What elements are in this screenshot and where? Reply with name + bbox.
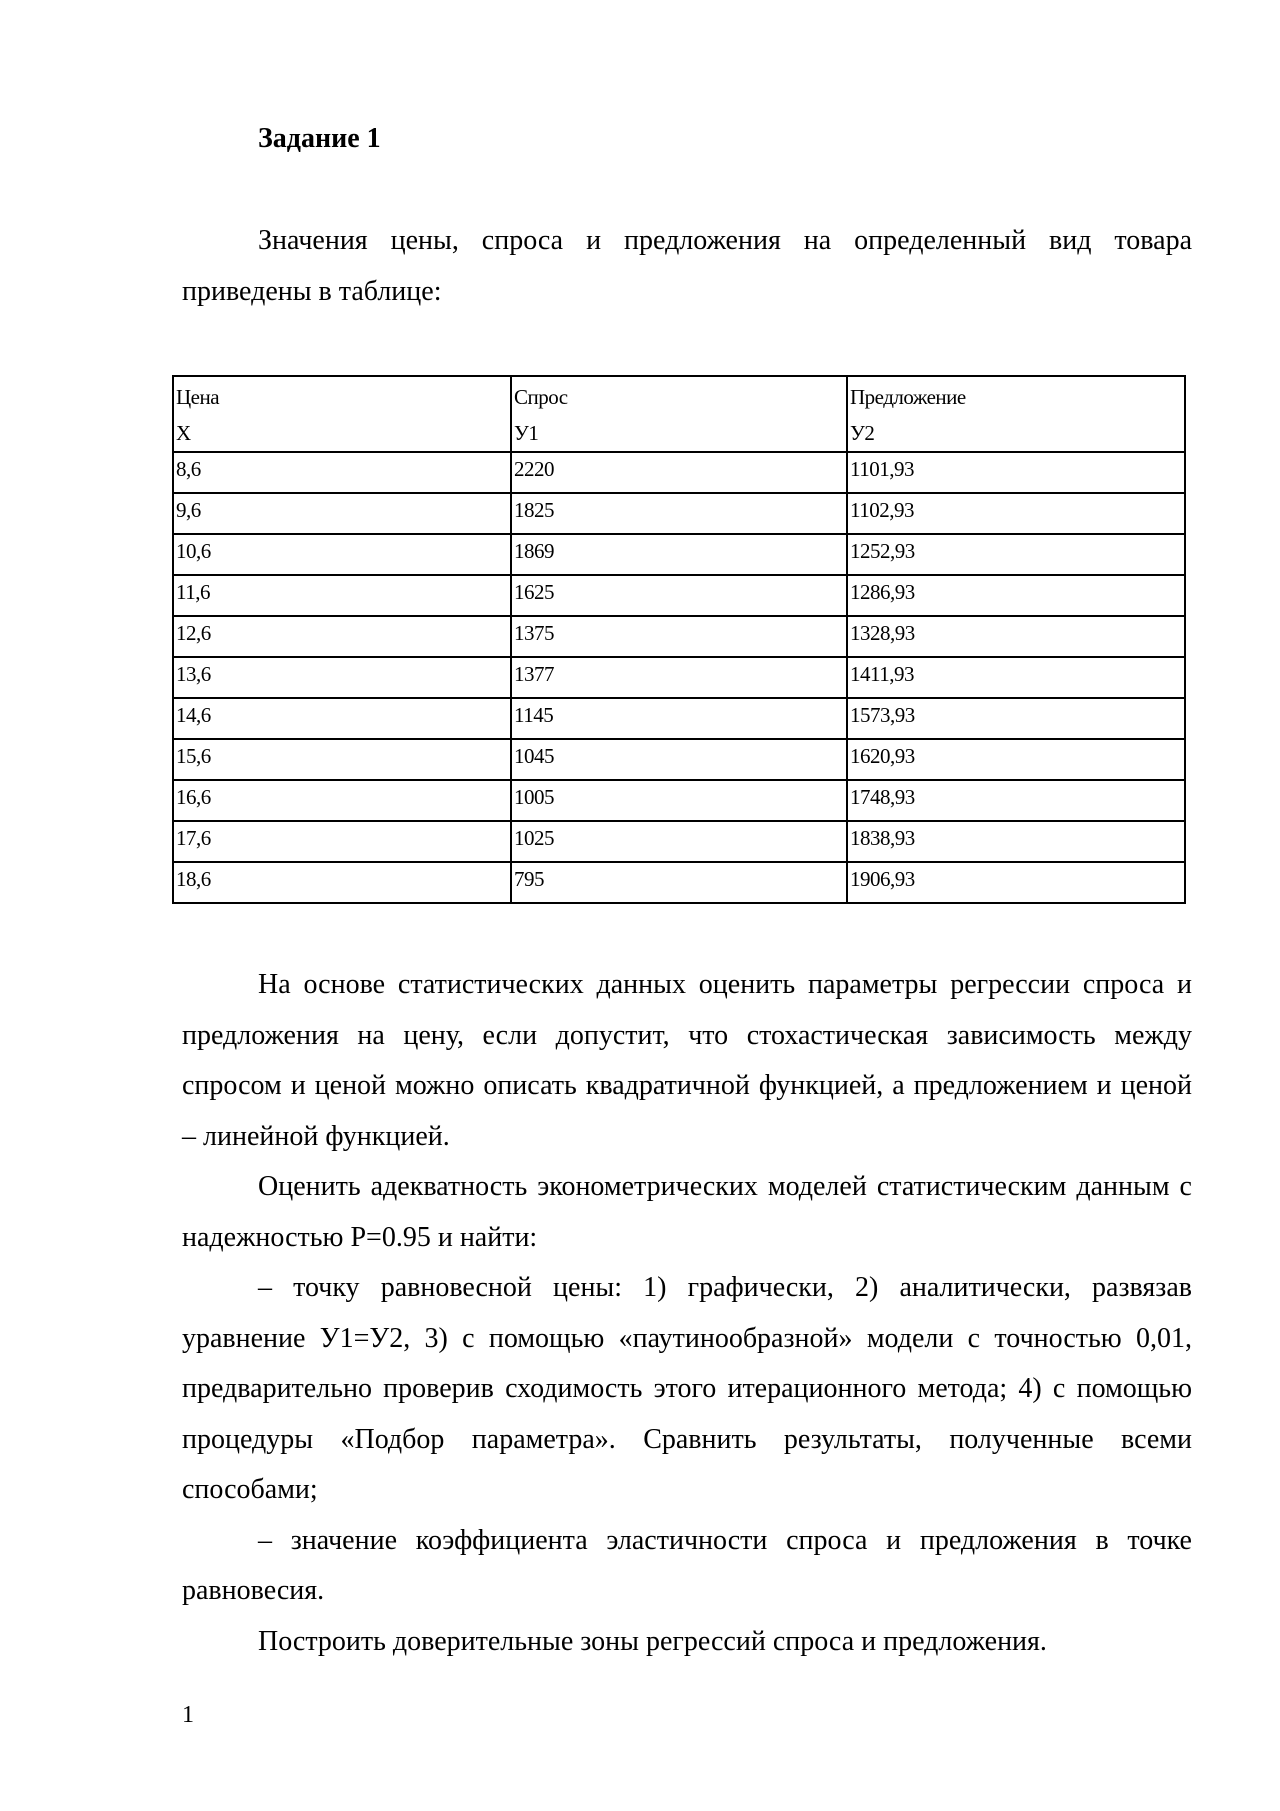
header-supply-name: Предложение xyxy=(850,385,966,409)
cell-supply: 1838,93 xyxy=(847,821,1185,862)
table-row xyxy=(173,575,1185,616)
cell-demand: 1145 xyxy=(511,698,847,739)
cell-price: 12,6 xyxy=(173,616,511,657)
cell-price: 11,6 xyxy=(173,575,511,616)
header-price xyxy=(173,376,511,452)
table-row xyxy=(173,739,1185,780)
cell-demand: 795 xyxy=(511,862,847,903)
elasticity-paragraph: – значение коэффициента эластичности спроса и предложения в точке равновесия. xyxy=(182,1524,1192,1606)
header-demand-symbol: У1 xyxy=(514,421,539,445)
cell-demand: 1625 xyxy=(511,575,847,616)
equilibrium-paragraph: – точку равновесной цены: 1) графически, 2) аналитически, развязав уравнение У1=У2, 3) с помощью «паутинообразной» модели с точностью 0,01, предварительно проверив сходимость этого итерационного метода; 4) с помощью процедуры «Подбор параметра». Сравнить результаты, полученные всеми способами; xyxy=(182,1272,1192,1505)
table-header-row xyxy=(173,376,1185,452)
header-price-name: Цена xyxy=(176,385,220,409)
table-row xyxy=(173,534,1185,575)
cell-price: 9,6 xyxy=(173,493,511,534)
table-row xyxy=(173,821,1185,862)
cell-demand: 1377 xyxy=(511,657,847,698)
header-demand xyxy=(511,376,847,452)
price-demand-supply-table xyxy=(172,375,1186,904)
cell-supply: 1906,93 xyxy=(847,862,1185,903)
table-row xyxy=(173,657,1185,698)
cell-supply: 1411,93 xyxy=(847,657,1185,698)
intro-paragraph: Значения цены, спроса и предложения на определенный вид товара приведены в таблице: xyxy=(182,225,1192,307)
cell-supply: 1102,93 xyxy=(847,493,1185,534)
header-supply xyxy=(847,376,1185,452)
cell-supply: 1328,93 xyxy=(847,616,1185,657)
table-row xyxy=(173,493,1185,534)
table-row xyxy=(173,616,1185,657)
cell-demand: 1825 xyxy=(511,493,847,534)
page-number: 1 xyxy=(182,1702,194,1728)
task-description xyxy=(182,960,1192,1667)
cell-demand: 1869 xyxy=(511,534,847,575)
cell-price: 18,6 xyxy=(173,862,511,903)
table-row xyxy=(173,862,1185,903)
cell-supply: 1748,93 xyxy=(847,780,1185,821)
regression-paragraph: На основе статистических данных оценить параметры регрессии спроса и предложения на цену, если допустит, что стохастическая зависимость между спросом и ценой можно описать квадратичной функцией, а предложением и ценой – линейной функцией. xyxy=(182,969,1192,1152)
cell-demand: 2220 xyxy=(511,452,847,493)
cell-price: 13,6 xyxy=(173,657,511,698)
cell-price: 17,6 xyxy=(173,821,511,862)
cell-supply: 1620,93 xyxy=(847,739,1185,780)
adequacy-paragraph: Оценить адекватность эконометрических моделей статистическим данным с надежностью Р=0.95 и найти: xyxy=(182,1171,1192,1253)
table-row xyxy=(173,780,1185,821)
task-title: Задание 1 xyxy=(258,123,381,154)
header-demand-name: Спрос xyxy=(514,385,568,409)
cell-demand: 1375 xyxy=(511,616,847,657)
cell-supply: 1286,93 xyxy=(847,575,1185,616)
confidence-zones-paragraph: Построить доверительные зоны регрессий спроса и предложения. xyxy=(258,1625,1047,1657)
cell-supply: 1252,93 xyxy=(847,534,1185,575)
cell-demand: 1045 xyxy=(511,739,847,780)
cell-demand: 1025 xyxy=(511,821,847,862)
cell-price: 14,6 xyxy=(173,698,511,739)
table-row xyxy=(173,452,1185,493)
cell-price: 8,6 xyxy=(173,452,511,493)
cell-demand: 1005 xyxy=(511,780,847,821)
cell-price: 15,6 xyxy=(173,739,511,780)
header-price-symbol: X xyxy=(176,421,191,445)
header-supply-symbol: У2 xyxy=(850,421,875,445)
cell-price: 10,6 xyxy=(173,534,511,575)
cell-supply: 1573,93 xyxy=(847,698,1185,739)
cell-price: 16,6 xyxy=(173,780,511,821)
table-row xyxy=(173,698,1185,739)
cell-supply: 1101,93 xyxy=(847,452,1185,493)
